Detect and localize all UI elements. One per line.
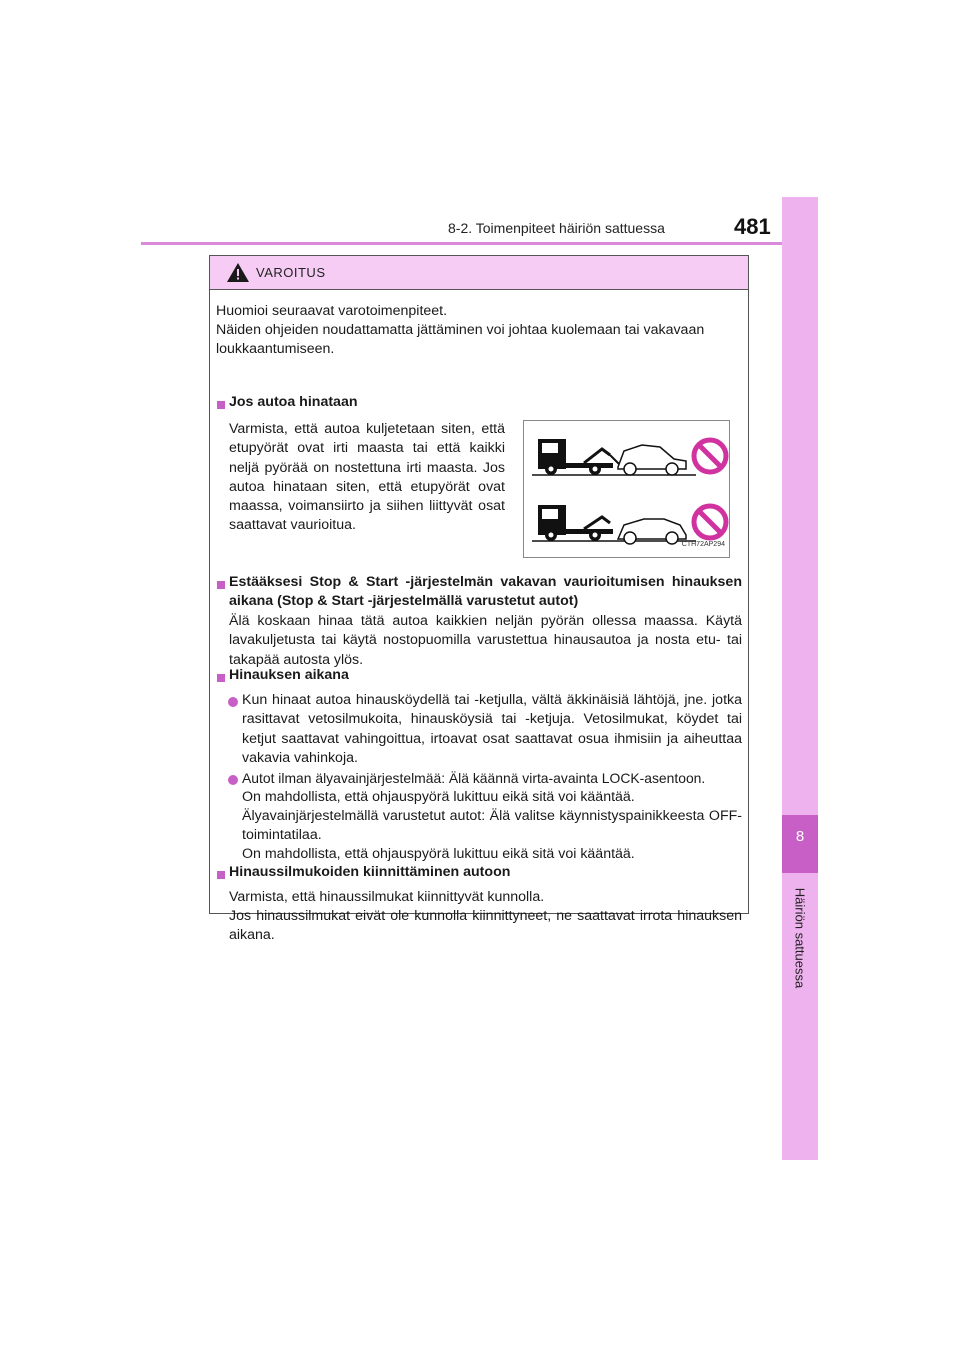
header-rule	[141, 242, 818, 245]
tow-eyelets-line1: Varmista, että hinaussilmukat kiinnittyvät kunnolla.	[229, 889, 545, 905]
chapter-number: 8	[795, 828, 805, 845]
section-bullet-square	[217, 871, 225, 879]
stop-start-text: Älä koskaan hinaa tätä autoa kaikkien neljän pyörän ollessa maassa. Käytä lavakuljetusta tai käytä nostopuomilla varustettua hinausautoa ja nosta etu- tai takapää autosta ylös.	[229, 613, 742, 668]
during-tow-item-2-line1: Autot ilman älyavainjärjestelmää: Älä käännä virta-avainta LOCK-asentoon.	[242, 770, 706, 786]
warning-header	[210, 256, 748, 290]
figure-label: CTH72AP294	[681, 540, 725, 548]
section-bullet-square	[217, 674, 225, 682]
warning-triangle-icon	[226, 262, 250, 283]
warning-box	[209, 255, 749, 944]
during-tow-item-2-line3: Älyavainjärjestelmällä varustetut autot: Älä valitse käynnistyspainikkeesta OFF-toimintatilaa.	[242, 808, 742, 844]
section-title: 8-2. Toimenpiteet häiriön sattuessa	[448, 220, 665, 236]
tow-eyelets-line2: Jos hinaussilmukat eivät ole kunnolla kiinnittyneet, ne saattavat irrota hinauksen aikana.	[229, 908, 742, 944]
list-bullet-dot	[228, 775, 238, 785]
section-heading-tow-eyelets: Hinaussilmukoiden kiinnittäminen autoon	[229, 864, 511, 880]
chapter-title: Häiriön sattuessa	[792, 887, 808, 989]
section-heading-during-tow: Hinauksen aikana	[229, 667, 349, 683]
warning-intro-line2: Näiden ohjeiden noudattamatta jättäminen voi johtaa kuolemaan tai vakavaan loukkaantumiseen.	[216, 322, 705, 358]
during-tow-item-2-line4: On mahdollista, että ohjauspyörä lukittuu eikä sitä voi kääntää.	[242, 846, 635, 862]
warning-intro-line1: Huomioi seuraavat varotoimenpiteet.	[216, 303, 448, 319]
section-bullet-square	[217, 581, 225, 589]
during-tow-item-1: Kun hinaat autoa hinausköydellä tai -ketjulla, vältä äkkinäisiä lähtöjä, jne. jotka rasittavat vetosilmukoita, hinausköysiä tai -ketjuja. Vetosilmukat, köydet tai ketjut saattavat vahingoittua, irtoavat osat saattavat osua ihmisiin ja aiheuttaa vakavia vahinkoja.	[242, 692, 742, 766]
towing-text: Varmista, että autoa kuljetetaan siten, että etupyörät ovat irti maasta tai että kaikki neljä pyörää on nostettuna irti maasta. Jos autoa hinataan siten, että etupyörät ovat maassa, voimansiirto ja siihen liittyvät osat saattavat vaurioitua.	[229, 421, 505, 534]
during-tow-item-2-line2: On mahdollista, että ohjauspyörä lukittuu eikä sitä voi kääntää.	[242, 789, 635, 805]
chapter-title-wrap	[784, 878, 816, 998]
section-bullet-square	[217, 401, 225, 409]
page-number: 481	[734, 214, 771, 239]
chapter-side-tab	[782, 197, 818, 1160]
section-heading-towing: Jos autoa hinataan	[229, 394, 358, 410]
warning-title: VAROITUS	[256, 265, 326, 280]
section-heading-stop-start: Estääksesi Stop & Start -järjestelmän vakavan vaurioitumisen hinauksen aikana (Stop & Start -järjestelmällä varustetut autot)	[229, 574, 742, 610]
list-bullet-dot	[228, 697, 238, 707]
towing-illustration	[523, 420, 730, 558]
